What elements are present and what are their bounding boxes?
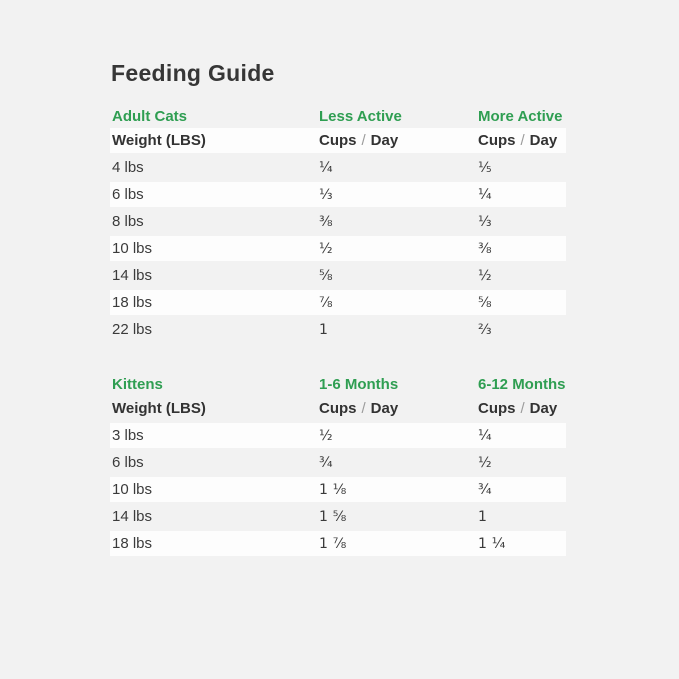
day-label: Day (529, 132, 558, 149)
cups-label: Cups (319, 132, 357, 149)
kittens-column-header-row (110, 396, 566, 421)
more-active-cell: ⅔ (478, 321, 492, 338)
kittens-weight-header: Weight (LBS) (112, 400, 206, 417)
less-active-cell: ⅓ (319, 186, 333, 203)
day-label: Day (370, 400, 399, 417)
table-row (110, 236, 566, 261)
kittens-table (110, 372, 566, 556)
months-6-12-cell: ¾ (478, 481, 492, 498)
adult-cups-day-header-1 (317, 132, 476, 149)
adult-cats-table (110, 104, 566, 342)
weight-cell: 3 lbs (112, 427, 144, 444)
adult-weight-header: Weight (LBS) (112, 132, 206, 149)
less-active-cell: ⅜ (319, 213, 333, 230)
weight-cell: 18 lbs (112, 294, 153, 311)
months-1-6-cell: 1 ⅝ (319, 508, 347, 525)
adult-column-header-row (110, 128, 566, 153)
less-active-cell: ¼ (319, 159, 333, 176)
weight-cell: 10 lbs (112, 240, 153, 257)
less-active-cell: ½ (319, 240, 333, 257)
kittens-1-6-months-header: 1-6 Months (319, 375, 399, 393)
day-label: Day (370, 132, 399, 149)
slash-separator: / (520, 132, 525, 149)
months-1-6-cell: 1 ⅞ (319, 535, 347, 552)
weight-cell: 18 lbs (112, 535, 153, 552)
adult-section-header-row (110, 104, 566, 128)
less-active-cell: ⅞ (319, 294, 333, 311)
table-row (110, 504, 566, 529)
kittens-cups-day-header-2 (476, 400, 566, 417)
table-row (110, 450, 566, 475)
more-active-cell: ⅕ (478, 159, 492, 176)
weight-cell: 14 lbs (112, 508, 153, 525)
table-row (110, 209, 566, 234)
months-1-6-cell: ½ (319, 427, 333, 444)
table-row (110, 263, 566, 288)
table-row (110, 317, 566, 342)
weight-cell: 8 lbs (112, 213, 144, 230)
months-6-12-cell: ¼ (478, 427, 492, 444)
kittens-section-header-row (110, 372, 566, 396)
weight-cell: 4 lbs (112, 159, 144, 176)
content-area (110, 60, 566, 558)
months-1-6-cell: 1 ⅛ (319, 481, 347, 498)
weight-cell: 22 lbs (112, 321, 153, 338)
weight-cell: 6 lbs (112, 454, 144, 471)
more-active-cell: ⅝ (478, 294, 492, 311)
kittens-cups-day-header-1 (317, 400, 476, 417)
months-1-6-cell: ¾ (319, 454, 333, 471)
months-6-12-cell: 1 ¼ (478, 535, 506, 552)
more-active-cell: ⅓ (478, 213, 492, 230)
table-row (110, 290, 566, 315)
more-active-cell: ⅜ (478, 240, 492, 257)
weight-cell: 14 lbs (112, 267, 153, 284)
kittens-section-label: Kittens (112, 375, 163, 393)
adult-less-active-header: Less Active (319, 107, 402, 125)
page-title: Feeding Guide (111, 60, 275, 86)
less-active-cell: ⅝ (319, 267, 333, 284)
day-label: Day (529, 400, 558, 417)
table-row (110, 182, 566, 207)
cups-label: Cups (478, 132, 516, 149)
cups-label: Cups (478, 400, 516, 417)
table-row (110, 423, 566, 448)
cups-label: Cups (319, 400, 357, 417)
adult-section-label: Adult Cats (112, 107, 187, 125)
slash-separator: / (361, 400, 366, 417)
more-active-cell: ¼ (478, 186, 492, 203)
slash-separator: / (520, 400, 525, 417)
weight-cell: 10 lbs (112, 481, 153, 498)
table-row (110, 477, 566, 502)
more-active-cell: ½ (478, 267, 492, 284)
less-active-cell: 1 (319, 321, 329, 338)
slash-separator: / (361, 132, 366, 149)
kittens-6-12-months-header: 6-12 Months (478, 375, 566, 393)
months-6-12-cell: ½ (478, 454, 492, 471)
adult-cups-day-header-2 (476, 132, 566, 149)
table-row (110, 531, 566, 556)
weight-cell: 6 lbs (112, 186, 144, 203)
table-row (110, 155, 566, 180)
adult-more-active-header: More Active (478, 107, 563, 125)
months-6-12-cell: 1 (478, 508, 488, 525)
